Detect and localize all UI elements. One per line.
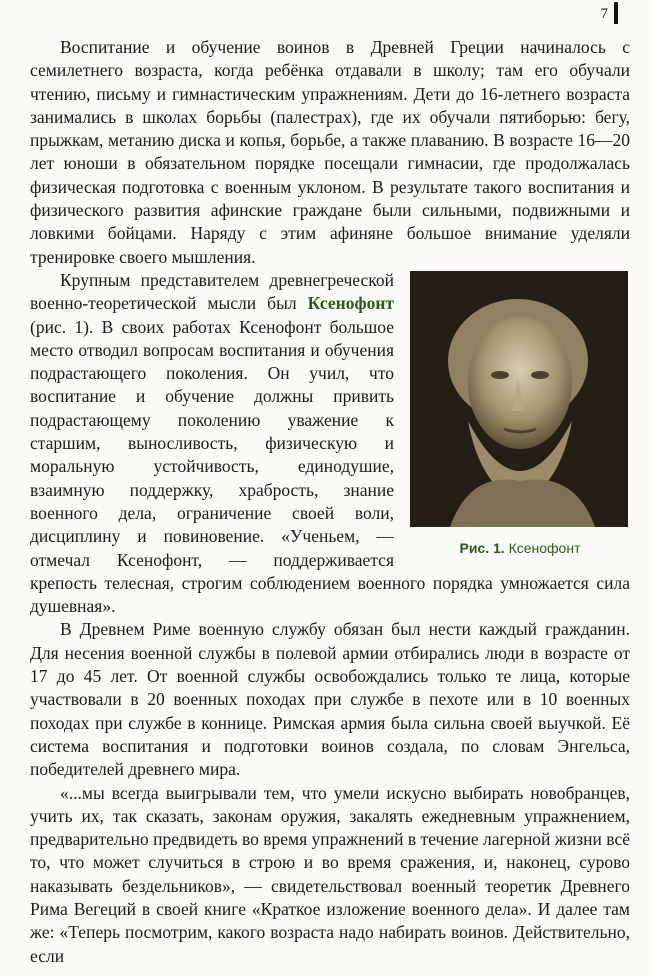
page-body bbox=[30, 36, 630, 968]
figure-1 bbox=[410, 271, 630, 560]
caption-label: Рис. 1. bbox=[459, 539, 505, 556]
figure-caption bbox=[410, 537, 630, 560]
page-marker-bar bbox=[614, 2, 618, 24]
paragraph-4: «...мы всегда выигрывали тем, что умели искусно выбирать новобранцев, учить их, так сказать, законам оружия, закалять ежедневным упражнением, предварительно предвидеть во время упражнений в течение лагерной жизни всё то, что может случиться в строю и во время сражения, и, наконец, сурово наказывать бездельников», — свидетельствовал военный теоретик Древнего Рима Вегеций в своей книге «Краткое изложение военного дела». И далее там же: «Теперь посмотрим, какого возраста надо набирать воинов. Действительно, если bbox=[30, 782, 630, 966]
paragraph-2-lead: Крупным представителем древнегреческой военно-теоретической мысли был bbox=[30, 269, 394, 314]
page-number: 7 bbox=[600, 6, 608, 22]
xenophon-bust-image bbox=[410, 271, 628, 527]
paragraph-3: В Древнем Риме военную службу обязан был нести каждый гражданин. Для несения военной службы в полевой армии отбирались люди в возрасте от 17 до 45 лет. От военной службы освобождались только те лица, которые участвовали в 20 военных походах при службе в пехоте или в 10 военных походах при службе в коннице. Римская армия была сильна своей выучкой. Её система воспитания и подготовки воинов создала, по словам Энгельса, победителей древнего мира. bbox=[30, 619, 630, 780]
paragraph-2-rest: (рис. 1). В своих работах Ксенофонт большое место отводил вопросам воспитания и обучения подрастающего поколения. Он учил, что воспитание и обучение должны привить подрастающему поколению уважение к старшим, выносливость, физическую и моральную устойчивость, единодушие, взаимную поддержку, храбрость, знание военного дела, ограничение своей воли, дисциплину и повиновение. «Ученьем, — отмечал Ксенофонт, — поддерживается крепость телесная, строгим соблюдением военного порядка умножается сила душевная». bbox=[30, 316, 630, 617]
caption-text: Ксенофонт bbox=[508, 539, 581, 556]
paragraph-1: Воспитание и обучение воинов в Древней Греции начиналось с семилетнего возраста, когда ребёнка отдавали в школу; там его обучали чтению, письму и гимнастическим упражнениям. Дети до 16-летнего возраста занимались в школах борьбы (палестрах), где их обучали пятиборью: бегу, прыжкам, метанию диска и копья, борьбе, а также плаванию. В возрасте 16—20 лет юноши в обязательном порядке посещали гимнасии, где продолжалась физическая подготовка с военным уклоном. В результате такого воспитания и физического развития афинские граждане были сильными, подвижными и ловкими бойцами. Наряду с этим афиняне большое внимание уделяли тренировке своего мышления. bbox=[30, 37, 630, 267]
xenophon-name-highlight: Ксенофонт bbox=[307, 293, 394, 314]
